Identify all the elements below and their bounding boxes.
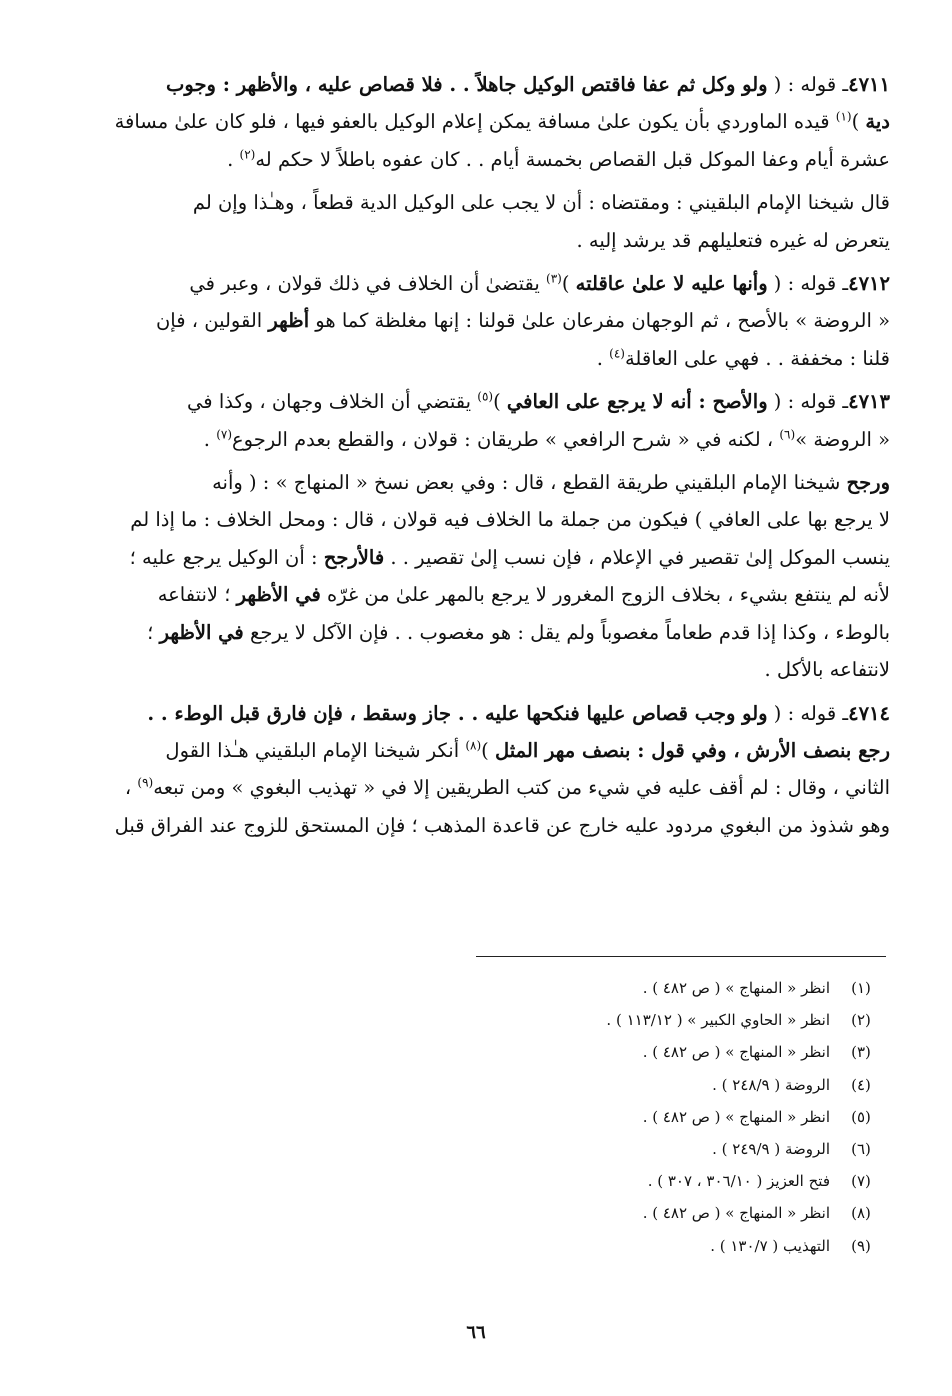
text-line bbox=[48, 421, 890, 458]
text-line bbox=[48, 807, 890, 844]
text-run: ـ قوله : ( bbox=[767, 701, 849, 725]
text-line bbox=[48, 651, 890, 688]
footnote bbox=[300, 1004, 892, 1036]
footnote bbox=[300, 1133, 892, 1165]
text-run: : أن الوكيل يرجع عليه ؛ bbox=[129, 545, 324, 569]
text-line bbox=[48, 103, 890, 140]
footnote-ref: (٣) bbox=[546, 271, 562, 286]
footnotes bbox=[300, 972, 892, 1262]
footnote-number: (٢) bbox=[851, 1011, 871, 1030]
footnote-text: الروضة ( ٢٤٨/٩ ) . bbox=[712, 1075, 830, 1094]
main-text bbox=[48, 66, 890, 850]
paragraph bbox=[48, 265, 890, 377]
footnote-ref: (٩) bbox=[137, 775, 154, 790]
bold-text: ٤٧١٤ bbox=[848, 701, 890, 725]
paragraph bbox=[48, 695, 890, 845]
text-run: القولين ، فإن bbox=[155, 309, 269, 333]
text-line bbox=[48, 383, 890, 420]
footnote-number: (٦) bbox=[851, 1140, 871, 1159]
text-line bbox=[48, 464, 890, 501]
bold-text: ولو وجب قصاص عليها فنكحها عليه . . جاز وسقط ، فإن فارق قبل الوطء . . bbox=[147, 701, 768, 725]
bold-text: والأصح : أنه لا يرجع على العافي bbox=[506, 390, 768, 414]
bold-text: في الأظهر bbox=[236, 583, 321, 607]
text-run: « الروضة » bbox=[795, 427, 890, 451]
text-run: ـ قوله : ( bbox=[767, 73, 849, 96]
footnote-ref: (١) bbox=[835, 109, 852, 124]
text-line bbox=[48, 769, 890, 806]
footnote bbox=[300, 1069, 892, 1101]
footnote bbox=[300, 1197, 892, 1229]
text-run: . bbox=[203, 427, 217, 451]
text-line bbox=[48, 340, 890, 377]
text-line bbox=[48, 732, 890, 769]
text-line bbox=[48, 695, 890, 732]
footnote-number: (٤) bbox=[851, 1075, 871, 1094]
paragraph bbox=[48, 464, 890, 688]
footnote-text: انظر « الحاوي الكبير » ( ١١٣/١٢ ) . bbox=[606, 1011, 830, 1030]
text-run: ) bbox=[851, 110, 866, 134]
footnote-ref: (٢) bbox=[239, 147, 256, 162]
bold-text: ورجح bbox=[846, 471, 890, 495]
bold-text: أظهر bbox=[268, 309, 310, 333]
footnote-text: فتح العزيز ( ٣٠٦/١٠ ، ٣٠٧ ) . bbox=[647, 1172, 830, 1191]
footnote bbox=[300, 1230, 892, 1262]
text-run: الثاني ، وقال : لم أقف عليه في شيء من كتب الطريقين إلا في « تهذيب البغوي » ومن تبعه bbox=[153, 776, 890, 800]
bold-text: وأنها عليه لا علىٰ عاقلته bbox=[575, 272, 768, 296]
text-run: شيخنا الإمام البلقيني طريقة القطع ، قال : وفي بعض نسخ « المنهاج » : ( وأنه bbox=[212, 471, 847, 495]
text-run: ، bbox=[124, 776, 138, 800]
footnote-text: انظر « المنهاج » ( ص ٤٨٢ ) . bbox=[642, 1204, 830, 1223]
paragraph bbox=[48, 383, 890, 458]
footnote bbox=[300, 1165, 892, 1197]
footnote-number: (٥) bbox=[851, 1107, 871, 1126]
text-run: قال شيخنا الإمام البلقيني : ومقتضاه : أن لا يجب على الوكيل الدية قطعاً ، وهـٰذا وإن لم bbox=[192, 191, 890, 215]
text-run: يتعرض له غيره فتعليلهم قد يرشد إليه . bbox=[576, 228, 890, 252]
text-run: ـ قوله : ( bbox=[767, 390, 849, 414]
text-run: ، لكنه في « شرح الرافعي » طريقان : قولان ، والقطع بعدم الرجوع bbox=[232, 427, 780, 451]
footnote bbox=[300, 1101, 892, 1133]
text-line bbox=[48, 141, 890, 178]
paragraph bbox=[48, 66, 890, 178]
text-run: أنكر شيخنا الإمام البلقيني هـٰذا القول bbox=[165, 738, 466, 762]
text-line bbox=[48, 66, 890, 103]
text-run: عشرة أيام وعفا الموكل قبل القصاص بخمسة أيام . . كان عفوه باطلاً لا حكم له bbox=[255, 147, 890, 171]
footnote-ref: (٤) bbox=[609, 346, 625, 361]
text-line bbox=[48, 184, 890, 221]
text-run: ؛ لانتفاعه bbox=[157, 583, 237, 607]
text-run: « الروضة » بالأصح ، ثم الوجهان مفرعان علىٰ قولنا : إنها مغلظة كما هو bbox=[309, 309, 890, 333]
text-run: بالوطء ، وكذا إذا قدم طعاماً مغصوباً ولم يقل : هو مغصوب . . فإن الآكل لا يرجع bbox=[243, 620, 890, 644]
text-run: لأنه لم ينتفع بشيء ، بخلاف الزوج المغرور لا يرجع بالمهر علىٰ من غرّه bbox=[320, 583, 890, 607]
footnote-number: (١) bbox=[851, 979, 871, 997]
footnote bbox=[300, 1036, 892, 1068]
bold-text: رجع بنصف الأرش ، وفي قول : بنصف مهر المثل bbox=[494, 738, 890, 762]
text-run: ينسب الموكل إلىٰ تقصير في الإعلام ، فإن نسب إلىٰ تقصير . . bbox=[384, 545, 890, 569]
text-run: ) bbox=[493, 390, 507, 414]
footnote-separator bbox=[476, 956, 886, 957]
bold-text: في الأظهر bbox=[159, 620, 244, 644]
footnote-text: انظر « المنهاج » ( ص ٤٨٢ ) . bbox=[642, 1107, 830, 1126]
footnote-text: الروضة ( ٢٤٩/٩ ) . bbox=[712, 1140, 830, 1159]
bold-text: فالأرجح bbox=[323, 545, 385, 569]
text-run: ) bbox=[481, 738, 495, 762]
text-line bbox=[48, 302, 890, 339]
bold-text: دية bbox=[865, 110, 890, 134]
text-run: يقتضىٰ أن الخلاف في ذلك قولان ، وعبر في bbox=[189, 272, 547, 296]
footnote-number: (٣) bbox=[851, 1043, 871, 1062]
footnote-text: انظر « المنهاج » ( ص ٤٨٢ ) . bbox=[642, 1043, 830, 1062]
text-run: قلنا : مخففة . . فهي على العاقلة bbox=[624, 346, 890, 370]
text-run: وهو شذوذ من البغوي مردود عليه خارج عن قاعدة المذهب ؛ فإن المستحق للزوج عند الفراق قبل bbox=[114, 813, 890, 837]
text-line bbox=[48, 265, 890, 302]
bold-text: ٤٧١٣ bbox=[848, 390, 890, 414]
text-run: لانتفاعه بالأكل . bbox=[764, 658, 890, 682]
text-line bbox=[48, 222, 890, 259]
text-run: . bbox=[227, 147, 240, 171]
footnote-text: التهذيب ( ١٣٠/٧ ) . bbox=[710, 1236, 830, 1255]
footnote-number: (٩) bbox=[851, 1236, 871, 1255]
footnote-ref: (٨) bbox=[465, 738, 482, 753]
footnote-text: انظر « المنهاج » ( ص ٤٨٢ ) . bbox=[642, 979, 830, 997]
footnote-ref: (٦) bbox=[779, 427, 796, 442]
text-run: ) bbox=[561, 272, 576, 296]
bold-text: ولو وكل ثم عفا فاقتص الوكيل جاهلاً . . فلا قصاص عليه ، والأظهر : وجوب bbox=[166, 73, 768, 96]
text-line bbox=[48, 501, 890, 538]
text-line bbox=[48, 614, 890, 651]
paragraph bbox=[48, 184, 890, 259]
footnote-ref: (٧) bbox=[216, 427, 233, 442]
text-run: . bbox=[596, 346, 610, 370]
text-run: لا يرجع بها على العافي ) فيكون من جملة ما الخلاف فيه قولان ، قال : ومحل الخلاف : ما إذا لم bbox=[130, 508, 890, 532]
text-run: ؛ bbox=[147, 620, 160, 644]
text-run: يقتضي أن الخلاف وجهان ، وكذا في bbox=[187, 390, 478, 414]
footnote-number: (٧) bbox=[851, 1172, 871, 1191]
text-run: ـ قوله : ( bbox=[767, 272, 849, 296]
page-number: ٦٦ bbox=[466, 1322, 486, 1343]
footnote-ref: (٥) bbox=[477, 389, 494, 404]
text-line bbox=[48, 576, 890, 613]
bold-text: ٤٧١١ bbox=[848, 73, 890, 96]
footnote bbox=[300, 972, 892, 1004]
bold-text: ٤٧١٢ bbox=[848, 272, 890, 296]
text-run: قيده الماوردي بأن يكون علىٰ مسافة يمكن إعلام الوكيل بالعفو فيها ، فلو كان علىٰ مسافة bbox=[114, 110, 836, 134]
text-line bbox=[48, 539, 890, 576]
footnote-number: (٨) bbox=[851, 1204, 871, 1223]
